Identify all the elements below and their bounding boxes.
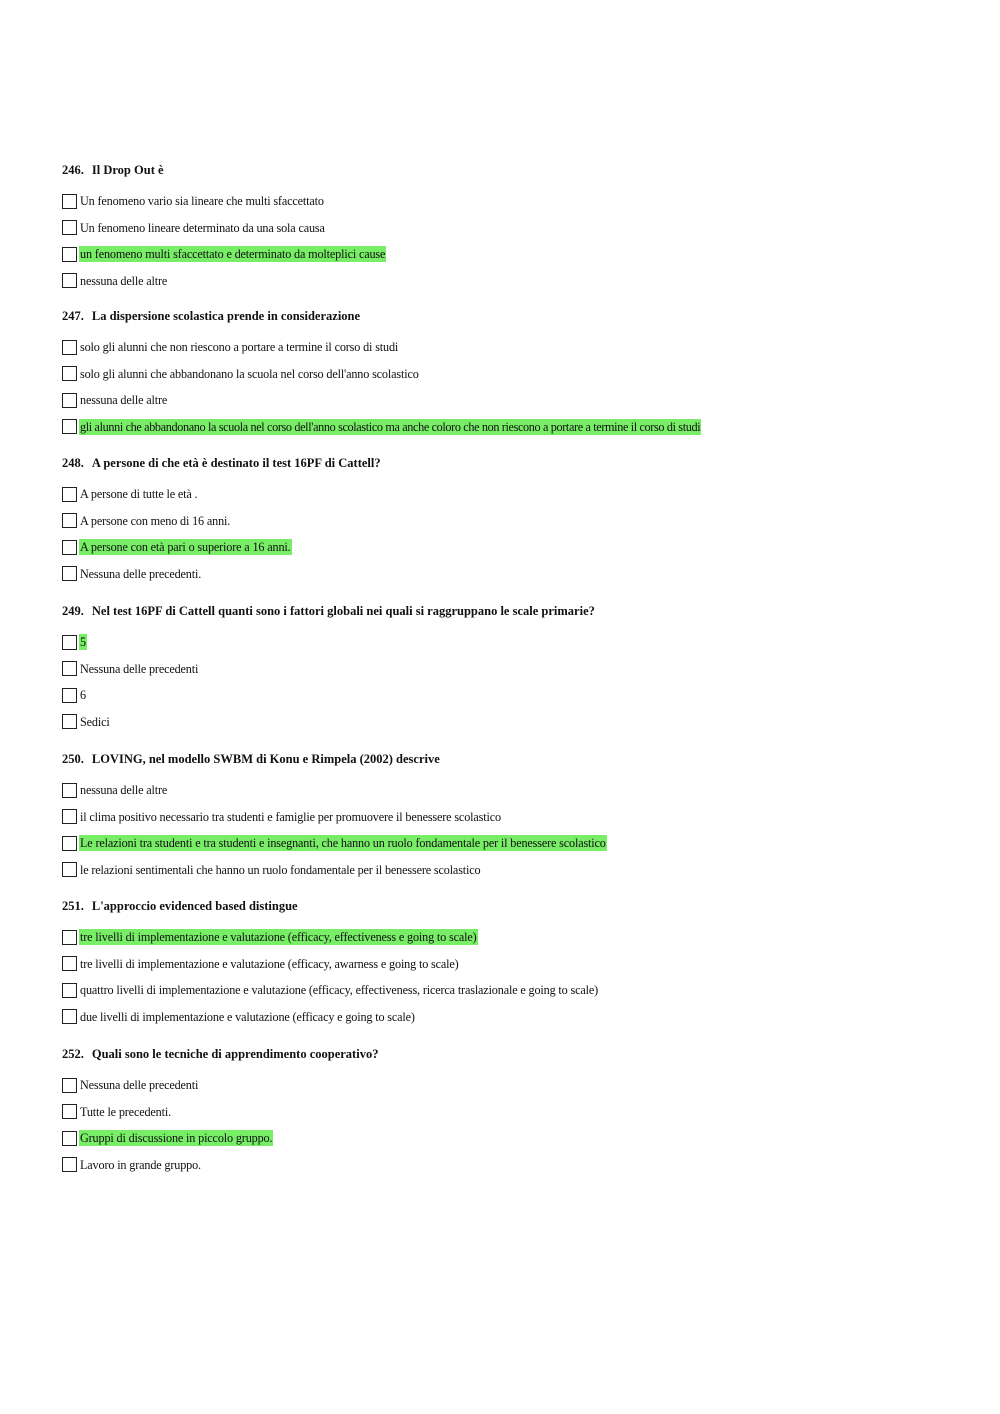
question-251 (62, 898, 962, 1030)
answer-option[interactable] (62, 857, 962, 884)
answer-text: tre livelli di implementazione e valutazione (efficacy, awarness e going to scale) (80, 956, 459, 971)
question-text: Nel test 16PF di Cattell quanti sono i fattori globali nei quali si raggruppano le scale primarie? (91, 604, 595, 618)
checkbox[interactable] (62, 220, 77, 235)
question-number: 246. (62, 163, 84, 177)
answer-option[interactable] (62, 268, 962, 295)
checkbox[interactable] (62, 862, 77, 877)
checkbox[interactable] (62, 247, 77, 262)
question-text: La dispersione scolastica prende in considerazione (91, 309, 361, 323)
checkbox[interactable] (62, 1078, 77, 1093)
answer-text: due livelli di implementazione e valutazione (efficacy e going to scale) (80, 1009, 415, 1024)
question-number: 250. (62, 752, 84, 766)
answer-option-correct[interactable] (62, 924, 962, 951)
checkbox[interactable] (62, 513, 77, 528)
question-249 (62, 603, 962, 735)
checkbox[interactable] (62, 419, 77, 434)
checkbox[interactable] (62, 487, 77, 502)
answer-option[interactable] (62, 1004, 962, 1031)
answer-text-highlighted: tre livelli di implementazione e valutazione (efficacy, effectiveness e going to scale) (80, 930, 477, 945)
answer-option[interactable] (62, 682, 962, 709)
answer-text: nessuna delle altre (80, 273, 168, 288)
answer-text: Tutte le precedenti. (80, 1104, 171, 1119)
question-title (62, 308, 962, 324)
answer-text-highlighted: un fenomeno multi sfaccettato e determinato da molteplici cause (80, 247, 386, 262)
question-text: Quali sono le tecniche di apprendimento cooperativo? (91, 1047, 379, 1061)
answer-option-correct[interactable] (62, 629, 962, 656)
checkbox[interactable] (62, 1009, 77, 1024)
question-text: LOVING, nel modello SWBM di Konu e Rimpela (2002) descrive (91, 752, 440, 766)
question-246 (62, 162, 962, 294)
answer-option[interactable] (62, 1072, 962, 1099)
answer-text: 6 (80, 688, 86, 703)
question-252 (62, 1046, 962, 1178)
checkbox[interactable] (62, 1131, 77, 1146)
answer-text: Un fenomeno vario sia lineare che multi sfaccettato (80, 194, 324, 209)
answer-option[interactable] (62, 188, 962, 215)
answer-text: Nessuna delle precedenti (80, 1078, 199, 1093)
checkbox[interactable] (62, 1157, 77, 1172)
checkbox[interactable] (62, 194, 77, 209)
answer-option[interactable] (62, 1099, 962, 1126)
answer-text: quattro livelli di implementazione e valutazione (efficacy, effectiveness, ricerca traslazionale e going to scale) (80, 983, 599, 998)
question-number: 247. (62, 309, 84, 323)
answer-option[interactable] (62, 508, 962, 535)
checkbox[interactable] (62, 273, 77, 288)
question-number: 252. (62, 1047, 84, 1061)
answer-option[interactable] (62, 334, 962, 361)
answer-text: nessuna delle altre (80, 393, 168, 408)
question-247 (62, 308, 962, 440)
answer-option-correct[interactable] (62, 830, 962, 857)
question-number: 248. (62, 456, 84, 470)
answer-text-highlighted: A persone con età pari o superiore a 16 anni. (80, 540, 291, 555)
question-title (62, 898, 962, 914)
question-text: Il Drop Out è (91, 163, 164, 177)
answer-option-correct[interactable] (62, 534, 962, 561)
question-title (62, 603, 962, 619)
answer-text: nessuna delle altre (80, 783, 168, 798)
answer-text: A persone di tutte le età . (80, 487, 198, 502)
answer-text: il clima positivo necessario tra studenti e famiglie per promuovere il benessere scolastico (80, 809, 501, 824)
answer-text: A persone con meno di 16 anni. (80, 513, 231, 528)
checkbox[interactable] (62, 661, 77, 676)
checkbox[interactable] (62, 956, 77, 971)
checkbox[interactable] (62, 1104, 77, 1119)
answer-option[interactable] (62, 777, 962, 804)
answer-text: Nessuna delle precedenti (80, 661, 199, 676)
answer-text: Sedici (80, 714, 110, 729)
answer-option[interactable] (62, 709, 962, 736)
answer-option[interactable] (62, 977, 962, 1004)
checkbox[interactable] (62, 540, 77, 555)
answer-option[interactable] (62, 951, 962, 978)
checkbox[interactable] (62, 340, 77, 355)
answer-option-correct[interactable] (62, 241, 962, 268)
answer-text: Nessuna delle precedenti. (80, 566, 202, 581)
checkbox[interactable] (62, 783, 77, 798)
answer-option[interactable] (62, 361, 962, 388)
answer-option[interactable] (62, 561, 962, 588)
answer-text-highlighted: 5 (80, 635, 86, 650)
answer-text-highlighted: Le relazioni tra studenti e tra studenti e insegnanti, che hanno un ruolo fondamentale per il benessere scolastico (80, 836, 606, 851)
checkbox[interactable] (62, 366, 77, 381)
checkbox[interactable] (62, 983, 77, 998)
question-250 (62, 751, 962, 883)
question-title (62, 455, 962, 471)
answer-text: solo gli alunni che abbandonano la scuola nel corso dell'anno scolastico (80, 366, 419, 381)
checkbox[interactable] (62, 930, 77, 945)
checkbox[interactable] (62, 566, 77, 581)
answer-option[interactable] (62, 387, 962, 414)
checkbox[interactable] (62, 393, 77, 408)
question-248 (62, 455, 962, 587)
answer-text: le relazioni sentimentali che hanno un ruolo fondamentale per il benessere scolastico (80, 862, 481, 877)
question-number: 249. (62, 604, 84, 618)
answer-text: Un fenomeno lineare determinato da una sola causa (80, 220, 325, 235)
answer-option-correct[interactable] (62, 414, 962, 441)
checkbox[interactable] (62, 714, 77, 729)
answer-text: Lavoro in grande gruppo. (80, 1157, 201, 1172)
answer-option[interactable] (62, 1152, 962, 1179)
question-number: 251. (62, 899, 84, 913)
checkbox[interactable] (62, 836, 77, 851)
checkbox[interactable] (62, 635, 77, 650)
checkbox[interactable] (62, 688, 77, 703)
question-title (62, 751, 962, 767)
answer-text: solo gli alunni che non riescono a portare a termine il corso di studi (80, 340, 399, 355)
answer-option[interactable] (62, 481, 962, 508)
answer-text-highlighted: gli alunni che abbandonano la scuola nel corso dell'anno scolastico ma anche coloro che non riescono a portare a termine il corso di studi (80, 419, 701, 434)
answer-text-highlighted: Gruppi di discussione in piccolo gruppo. (80, 1131, 273, 1146)
question-text: L'approccio evidenced based distingue (91, 899, 298, 913)
answer-option[interactable] (62, 656, 962, 683)
checkbox[interactable] (62, 809, 77, 824)
answer-option[interactable] (62, 215, 962, 242)
question-title (62, 162, 962, 178)
question-text: A persone di che età è destinato il test 16PF di Cattell? (91, 456, 381, 470)
answer-option-correct[interactable] (62, 1125, 962, 1152)
answer-option[interactable] (62, 804, 962, 831)
question-title (62, 1046, 962, 1062)
